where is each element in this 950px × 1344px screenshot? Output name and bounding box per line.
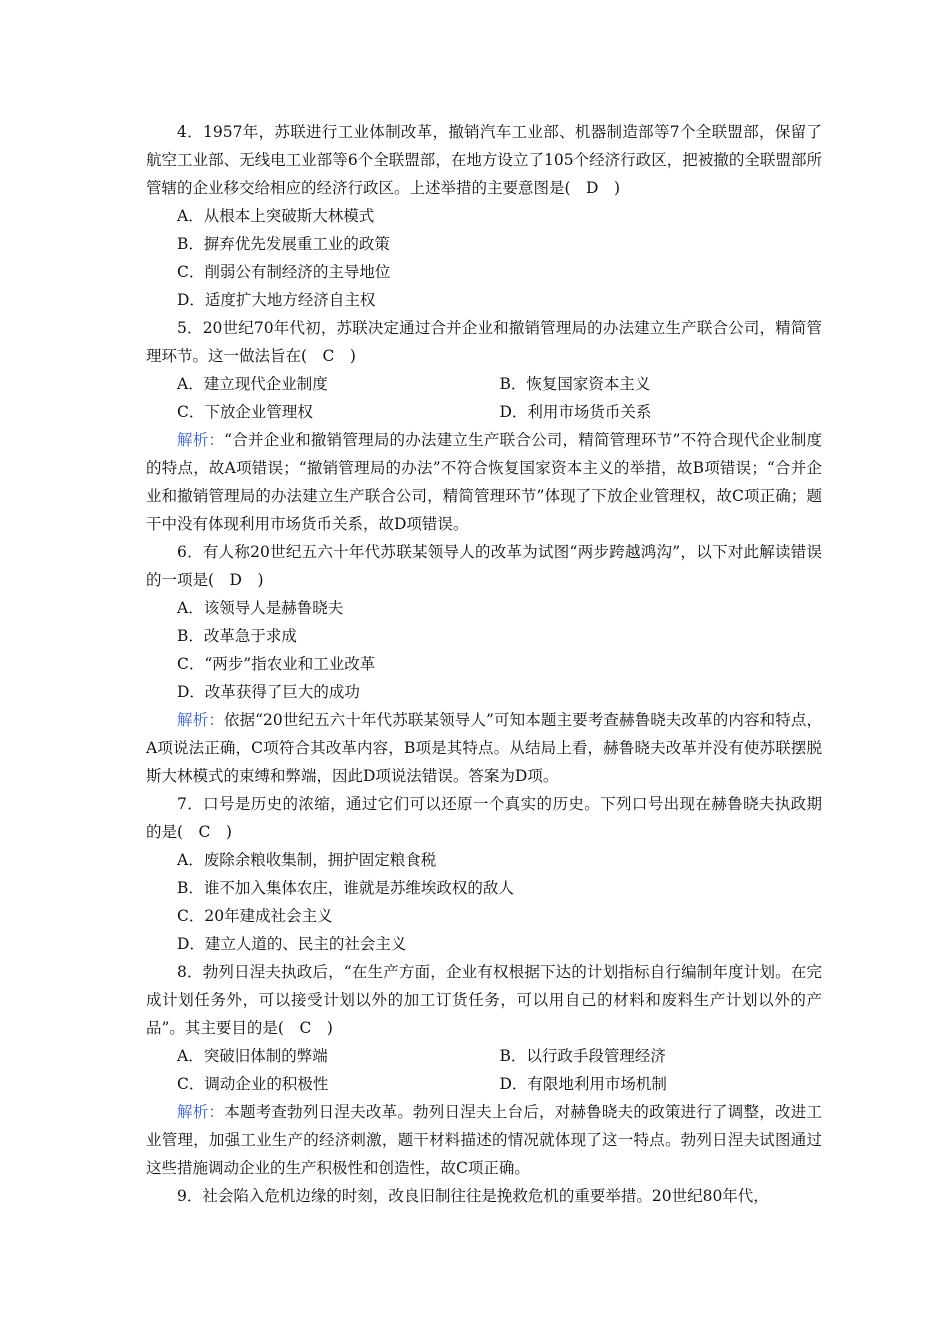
question-8 xyxy=(146,958,822,1182)
options-row xyxy=(146,370,822,398)
options-row xyxy=(146,1042,822,1070)
explanation-label: 解析： xyxy=(177,1103,225,1121)
option-b: B．摒弃优先发展重工业的政策 xyxy=(177,235,390,253)
option-d: D．利用市场货币关系 xyxy=(499,403,652,421)
question-4 xyxy=(146,118,822,314)
explanation-label: 解析： xyxy=(177,711,224,729)
question-5 xyxy=(146,314,822,538)
option-d: D．改革获得了巨大的成功 xyxy=(177,683,360,701)
explanation-label: 解析： xyxy=(177,431,225,449)
option-a: A．建立现代企业制度 xyxy=(177,375,328,393)
explanation xyxy=(146,706,822,790)
question-stem: 8．勃列日涅夫执政后，“在生产方面，企业有权根据下达的计划指标自行编制年度计划。在完成计划任务外，可以接受计划以外的加工订货任务，可以用自己的材料和废料生产计划以外的产品”。其主要目的是( C ) xyxy=(146,963,822,1037)
option-b: B．改革急于求成 xyxy=(177,627,297,645)
question-stem: 4．1957年，苏联进行工业体制改革，撤销汽车工业部、机器制造部等7个全联盟部，保留了航空工业部、无线电工业部等6个全联盟部，在地方设立了105个经济行政区，把被撤的全联盟部所管辖的企业移交给相应的经济行政区。上述举措的主要意图是( D ) xyxy=(146,123,822,197)
question-stem: 5．20世纪70年代初，苏联决定通过合并企业和撤销管理局的办法建立生产联合公司，精简管理环节。这一做法旨在( C ) xyxy=(146,319,822,365)
option-a: A．从根本上突破斯大林模式 xyxy=(177,207,375,225)
option-c: C．调动企业的积极性 xyxy=(177,1075,329,1093)
options-row xyxy=(146,398,822,426)
explanation-text: “合并企业和撤销管理局的办法建立生产联合公司，精简管理环节”不符合现代企业制度的特点，故A项错误；“撤销管理局的办法”不符合恢复国家资本主义的举措，故B项错误；“合并企业和撤销管理局的办法建立生产联合公司，精简管理环节”体现了下放企业管理权，故C项正确；题干中没有体现利用市场货币关系，故D项错误。 xyxy=(146,431,822,533)
question-stem: 7．口号是历史的浓缩，通过它们可以还原一个真实的历史。下列口号出现在赫鲁晓夫执政期的是( C ) xyxy=(146,795,822,841)
option-d: D．建立人道的、民主的社会主义 xyxy=(177,935,407,953)
option-a: A．该领导人是赫鲁晓夫 xyxy=(177,599,344,617)
option-c: C．“两步”指农业和工业改革 xyxy=(177,655,376,673)
options-row xyxy=(146,1070,822,1098)
question-stem: 9．社会陷入危机边缘的时刻，改良旧制往往是挽救危机的重要举措。20世纪80年代， xyxy=(177,1187,769,1205)
option-d: D．适度扩大地方经济自主权 xyxy=(177,291,376,309)
option-a: A．废除余粮收集制，拥护固定粮食税 xyxy=(177,851,437,869)
option-a: A．突破旧体制的弊端 xyxy=(177,1047,328,1065)
question-stem: 6．有人称20世纪五六十年代苏联某领导人的改革为试图“两步跨越鸿沟”，以下对此解读错误的一项是( D ) xyxy=(146,543,822,589)
option-d: D．有限地利用市场机制 xyxy=(499,1075,667,1093)
option-b: B．谁不加入集体农庄，谁就是苏维埃政权的敌人 xyxy=(177,879,514,897)
option-b: B．恢复国家资本主义 xyxy=(499,375,651,393)
explanation xyxy=(146,1098,822,1182)
explanation-text: 依据“20世纪五六十年代苏联某领导人”可知本题主要考查赫鲁晓夫改革的内容和特点，A项说法正确，C项符合其改革内容，B项是其特点。从结局上看，赫鲁晓夫改革并没有使苏联摆脱斯大林模式的束缚和弊端，因此D项说法错误。答案为D项。 xyxy=(146,711,822,785)
explanation xyxy=(146,426,822,538)
question-9 xyxy=(146,1182,822,1210)
explanation-text: 本题考查勃列日涅夫改革。勃列日涅夫上台后，对赫鲁晓夫的政策进行了调整，改进工业管理，加强工业生产的经济刺激，题干材料描述的情况就体现了这一特点。勃列日涅夫试图通过这些措施调动企业的生产积极性和创造性，故C项正确。 xyxy=(146,1103,822,1177)
option-c: C．下放企业管理权 xyxy=(177,403,313,421)
option-b: B．以行政手段管理经济 xyxy=(499,1047,666,1065)
option-c: C．20年建成社会主义 xyxy=(177,907,333,925)
question-7 xyxy=(146,790,822,958)
option-c: C．削弱公有制经济的主导地位 xyxy=(177,263,391,281)
question-6 xyxy=(146,538,822,790)
